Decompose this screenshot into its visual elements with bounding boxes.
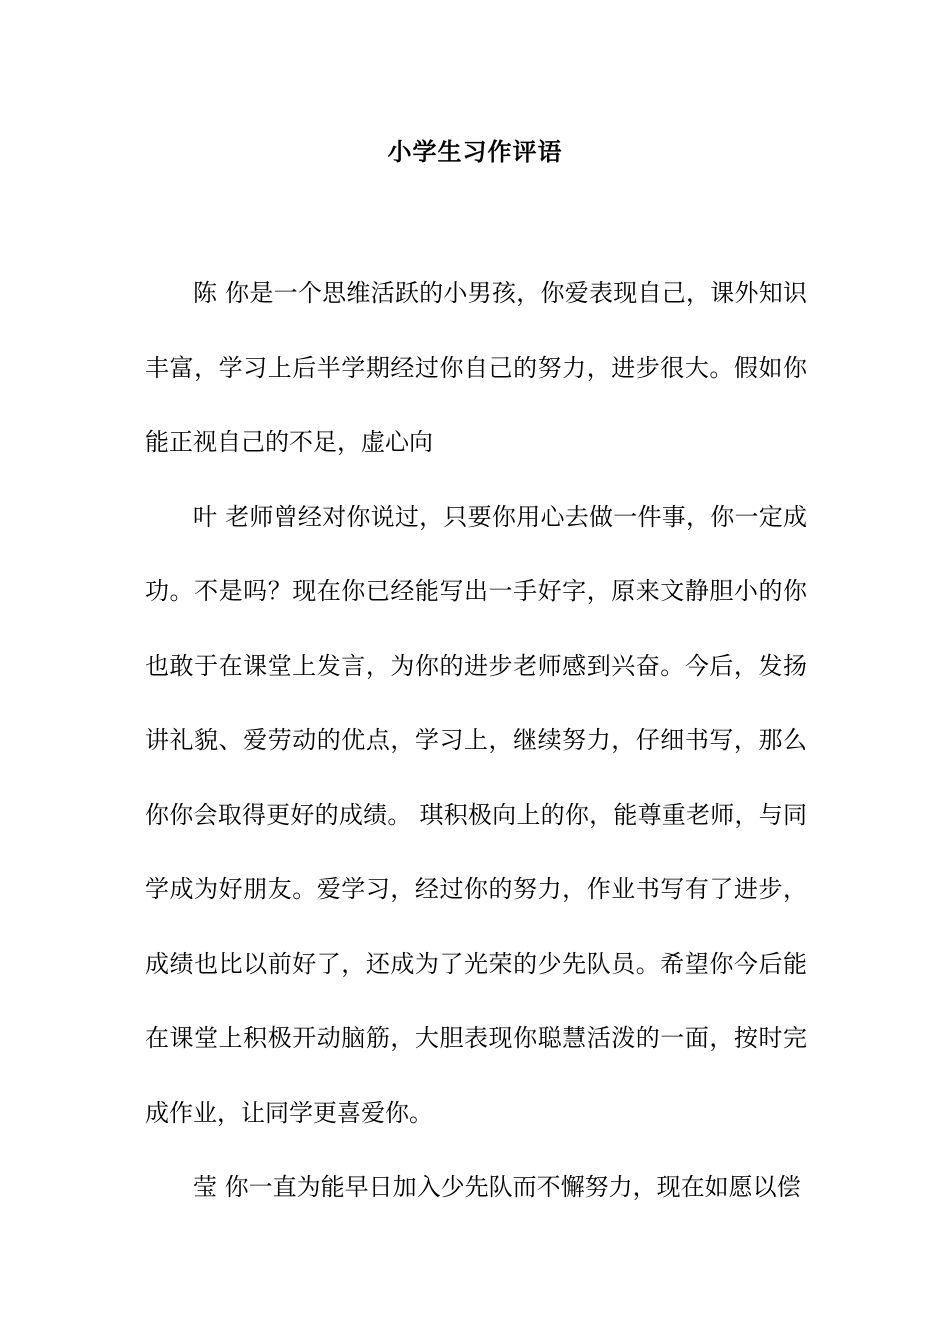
paragraph-line: 也敢于在课堂上发言，为你的进步老师感到兴奋。今后，发扬	[145, 651, 807, 680]
document-title: 小学生习作评语	[387, 137, 563, 166]
document-body	[145, 256, 807, 1225]
paragraph-ying	[145, 1150, 807, 1225]
paragraph-line: 莹 你一直为能早日加入少先队而不懈努力，现在如愿以偿	[193, 1173, 801, 1201]
paragraph-line: 成作业，让同学更喜爱你。	[145, 1098, 433, 1127]
paragraph-line: 功。不是吗？现在你已经能写出一手好字，原来文静胆小的你	[145, 577, 807, 605]
paragraph-line: 成绩也比以前好了，还成为了光荣的少先队员。希望你今后能	[145, 949, 807, 978]
paragraph-line: 能正视自己的不足，虚心向	[145, 428, 433, 456]
paragraph-line: 在课堂上积极开动脑筋，大胆表现你聪慧活泼的一面，按时完	[145, 1024, 807, 1052]
paragraph-chen	[145, 256, 807, 480]
paragraph-ye	[145, 480, 807, 1151]
paragraph-line: 陈 你是一个思维活跃的小男孩，你爱表现自己，课外知识	[193, 279, 807, 307]
paragraph-line: 学成为好朋友。爱学习，经过你的努力，作业书写有了进步，	[145, 875, 807, 903]
paragraph-line: 你你会取得更好的成绩。 琪积极向上的你，能尊重老师，与同	[145, 800, 807, 829]
paragraph-line: 叶 老师曾经对你说过，只要你用心去做一件事，你一定成	[193, 502, 807, 531]
paragraph-line: 丰富，学习上后半学期经过你自己的努力，进步很大。假如你	[145, 353, 807, 382]
paragraph-line: 讲礼貌、爱劳动的优点，学习上，继续努力，仔细书写，那么	[145, 726, 807, 754]
